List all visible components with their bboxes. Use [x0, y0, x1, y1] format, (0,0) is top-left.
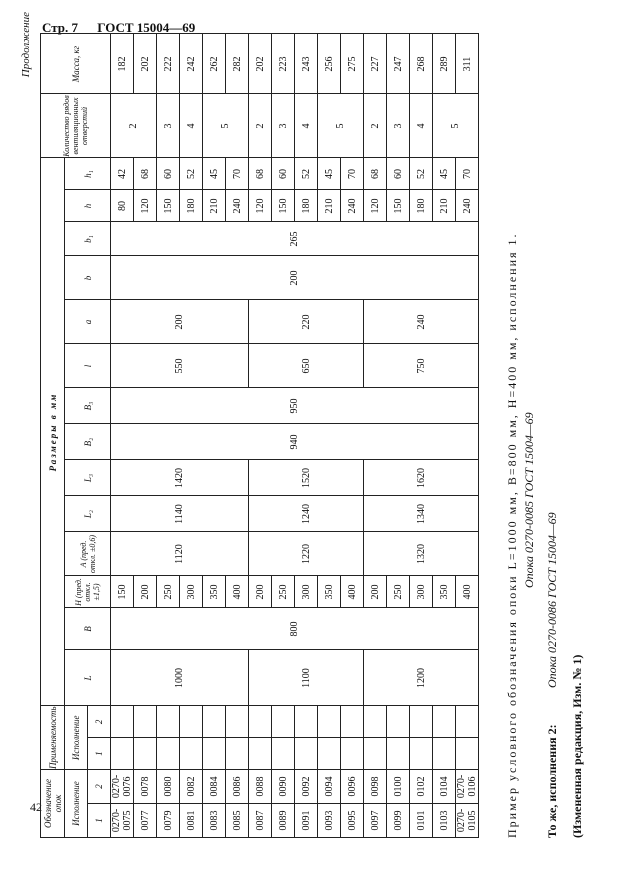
holes-header: Количество рядов вентиляционных отверстий — [41, 94, 111, 158]
value-h1: 52 — [410, 158, 433, 190]
value-mass: 289 — [433, 34, 456, 94]
designation-2: 0090 — [272, 770, 295, 804]
designation-1: 0093 — [318, 804, 341, 838]
value-A: 1120 — [111, 532, 249, 576]
dimensions-table — [40, 34, 479, 839]
applicability-2 — [295, 706, 318, 738]
value-h: 240 — [226, 190, 249, 222]
designation-2: 0098 — [364, 770, 387, 804]
designation-1: 0097 — [364, 804, 387, 838]
value-B2: 940 — [111, 424, 479, 460]
value-h1: 70 — [456, 158, 479, 190]
col-B3: B₃ — [65, 388, 111, 424]
value-holes: 4 — [295, 94, 318, 158]
value-mass: 256 — [318, 34, 341, 94]
value-h1: 68 — [364, 158, 387, 190]
value-holes: 2 — [111, 94, 157, 158]
standard-label: ГОСТ 15004—69 — [97, 20, 196, 35]
value-H: 300 — [295, 576, 318, 608]
applicability-2 — [387, 706, 410, 738]
value-h1: 60 — [272, 158, 295, 190]
applicability-1 — [157, 738, 180, 770]
value-mass: 202 — [134, 34, 157, 94]
value-a: 200 — [111, 300, 249, 344]
value-h: 80 — [111, 190, 134, 222]
rotated-page — [20, 12, 630, 838]
designation-1: 0089 — [272, 804, 295, 838]
value-h1: 60 — [157, 158, 180, 190]
applicability-1 — [410, 738, 433, 770]
designation-2: 0096 — [341, 770, 364, 804]
designation-2: 0094 — [318, 770, 341, 804]
example-note: Пример условного обозначения опоки L=1000 мм, B=800 мм, H=400 мм, исполнения 1. — [505, 232, 519, 838]
value-h: 180 — [180, 190, 203, 222]
designation-1: 0085 — [226, 804, 249, 838]
applicability-1 — [295, 738, 318, 770]
value-h: 180 — [295, 190, 318, 222]
value-mass: 202 — [249, 34, 272, 94]
applicability-2 — [433, 706, 456, 738]
value-h1: 45 — [203, 158, 226, 190]
applicability-2 — [157, 706, 180, 738]
designation-1: 0077 — [134, 804, 157, 838]
col-b1: b₁ — [65, 222, 111, 256]
value-H: 350 — [433, 576, 456, 608]
exec2-header: 2 — [88, 770, 111, 804]
designation-2: 0078 — [134, 770, 157, 804]
col-L2: L₂ — [65, 496, 111, 532]
value-H: 350 — [203, 576, 226, 608]
value-H: 200 — [134, 576, 157, 608]
designation-1: 0095 — [341, 804, 364, 838]
col-l: l — [65, 344, 111, 388]
value-h: 150 — [387, 190, 410, 222]
designation-2: 0102 — [410, 770, 433, 804]
applicability-1 — [180, 738, 203, 770]
value-holes: 2 — [249, 94, 272, 158]
col-H: H (пред. откл. ±1,5) — [65, 576, 111, 608]
designation-2: 0104 — [433, 770, 456, 804]
designation-1: 0083 — [203, 804, 226, 838]
value-h: 120 — [364, 190, 387, 222]
value-h1: 68 — [249, 158, 272, 190]
app-exec-header: Исполнение — [65, 706, 88, 770]
exec1-header: 1 — [88, 804, 111, 838]
value-mass: 282 — [226, 34, 249, 94]
value-holes: 3 — [157, 94, 180, 158]
value-h: 210 — [203, 190, 226, 222]
applicability-2 — [341, 706, 364, 738]
designation-1: 0091 — [295, 804, 318, 838]
applicability-1 — [364, 738, 387, 770]
value-H: 300 — [180, 576, 203, 608]
value-B3: 950 — [111, 388, 479, 424]
applicability-1 — [134, 738, 157, 770]
value-holes: 3 — [272, 94, 295, 158]
value-h: 240 — [341, 190, 364, 222]
value-mass: 311 — [456, 34, 479, 94]
value-mass: 262 — [203, 34, 226, 94]
applicability-2 — [203, 706, 226, 738]
value-h1: 45 — [433, 158, 456, 190]
value-L: 1200 — [364, 650, 479, 706]
designation-2: 0270-0106 — [456, 770, 479, 804]
designation-1: 0087 — [249, 804, 272, 838]
value-a: 240 — [364, 300, 479, 344]
mass-header: Масса, кг — [41, 34, 111, 94]
value-l: 650 — [249, 344, 364, 388]
value-holes: 4 — [180, 94, 203, 158]
value-h: 150 — [272, 190, 295, 222]
designation-1: 0270-0105 — [456, 804, 479, 838]
dims-caption: Размеры в мм — [41, 158, 65, 706]
value-L3: 1420 — [111, 460, 249, 496]
value-h1: 42 — [111, 158, 134, 190]
applicability-2 — [134, 706, 157, 738]
applicability-1 — [387, 738, 410, 770]
applicability-2 — [318, 706, 341, 738]
applicability-2 — [364, 706, 387, 738]
designation-1: 0101 — [410, 804, 433, 838]
value-l: 550 — [111, 344, 249, 388]
exec-header: Исполнение — [65, 770, 88, 838]
page-label: Стр. 7 — [42, 20, 78, 35]
value-mass: 247 — [387, 34, 410, 94]
value-h: 180 — [410, 190, 433, 222]
designation-1: 0270-0075 — [111, 804, 134, 838]
col-b: b — [65, 256, 111, 300]
value-H: 200 — [249, 576, 272, 608]
col-h1: h₁ — [65, 158, 111, 190]
applicability-2 — [249, 706, 272, 738]
value-holes: 2 — [364, 94, 387, 158]
value-A: 1320 — [364, 532, 479, 576]
value-H: 300 — [410, 576, 433, 608]
app1-header: 1 — [88, 738, 111, 770]
value-h: 210 — [433, 190, 456, 222]
designation-2: 0092 — [295, 770, 318, 804]
designation-1: 0081 — [180, 804, 203, 838]
designation-1: 0079 — [157, 804, 180, 838]
value-H: 250 — [157, 576, 180, 608]
value-b1: 265 — [111, 222, 479, 256]
app2-header: 2 — [88, 706, 111, 738]
applicability-1 — [203, 738, 226, 770]
edition-note: (Измененная редакция, Изм. № 1) — [570, 654, 584, 838]
value-b: 200 — [111, 256, 479, 300]
value-h1: 68 — [134, 158, 157, 190]
value-H: 400 — [226, 576, 249, 608]
page-number: 42 — [30, 800, 42, 814]
col-A: A (пред. откл. ±0,6) — [65, 532, 111, 576]
value-holes: 4 — [410, 94, 433, 158]
applicability-1 — [226, 738, 249, 770]
table-row — [111, 34, 134, 838]
value-h: 240 — [456, 190, 479, 222]
applicability-1 — [249, 738, 272, 770]
designation-1: 0099 — [387, 804, 410, 838]
value-holes: 5 — [203, 94, 249, 158]
value-mass: 275 — [341, 34, 364, 94]
value-h: 120 — [134, 190, 157, 222]
value-mass: 243 — [295, 34, 318, 94]
same2-designation: Опока 0270-0086 ГОСТ 15004—69 — [545, 512, 559, 688]
value-holes: 3 — [387, 94, 410, 158]
value-H: 250 — [387, 576, 410, 608]
col-h: h — [65, 190, 111, 222]
value-L2: 1140 — [111, 496, 249, 532]
col-a: a — [65, 300, 111, 344]
value-h1: 60 — [387, 158, 410, 190]
value-L3: 1620 — [364, 460, 479, 496]
col-B: B — [65, 608, 111, 650]
applicability-2 — [226, 706, 249, 738]
value-L: 1100 — [249, 650, 364, 706]
value-H: 250 — [272, 576, 295, 608]
value-h1: 70 — [226, 158, 249, 190]
value-mass: 242 — [180, 34, 203, 94]
designation-2: 0088 — [249, 770, 272, 804]
value-H: 150 — [111, 576, 134, 608]
col-L3: L₃ — [65, 460, 111, 496]
value-L2: 1340 — [364, 496, 479, 532]
applicability-1 — [111, 738, 134, 770]
value-l: 750 — [364, 344, 479, 388]
value-mass: 268 — [410, 34, 433, 94]
value-A: 1220 — [249, 532, 364, 576]
designation-2: 0080 — [157, 770, 180, 804]
designation-header: Обозначение опок — [41, 770, 65, 838]
value-h1: 45 — [318, 158, 341, 190]
value-h1: 70 — [341, 158, 364, 190]
applicability-1 — [341, 738, 364, 770]
applicability-2 — [180, 706, 203, 738]
value-holes: 5 — [433, 94, 479, 158]
applicability-1 — [433, 738, 456, 770]
designation-2: 0270-0076 — [111, 770, 134, 804]
designation-1: 0103 — [433, 804, 456, 838]
continuation-label: Продолжение — [20, 12, 32, 78]
value-L3: 1520 — [249, 460, 364, 496]
value-h: 120 — [249, 190, 272, 222]
col-L: L — [65, 650, 111, 706]
value-L2: 1240 — [249, 496, 364, 532]
value-mass: 223 — [272, 34, 295, 94]
applicability-2 — [272, 706, 295, 738]
applicability-1 — [272, 738, 295, 770]
value-holes: 5 — [318, 94, 364, 158]
applicability-1 — [318, 738, 341, 770]
applicability-header: Применяемость — [41, 706, 65, 770]
value-mass: 222 — [157, 34, 180, 94]
value-H: 350 — [318, 576, 341, 608]
applicability-1 — [456, 738, 479, 770]
designation-2: 0082 — [180, 770, 203, 804]
value-a: 220 — [249, 300, 364, 344]
designation-2: 0100 — [387, 770, 410, 804]
value-mass: 182 — [111, 34, 134, 94]
value-h: 150 — [157, 190, 180, 222]
value-L: 1000 — [111, 650, 249, 706]
example-designation: Опока 0270-0085 ГОСТ 15004—69 — [522, 412, 536, 588]
value-H: 400 — [341, 576, 364, 608]
applicability-2 — [456, 706, 479, 738]
value-H: 400 — [456, 576, 479, 608]
value-B: 800 — [111, 608, 479, 650]
col-B2: B₂ — [65, 424, 111, 460]
designation-2: 0086 — [226, 770, 249, 804]
value-H: 200 — [364, 576, 387, 608]
same2-note: То же, исполнения 2: — [545, 724, 559, 838]
designation-2: 0084 — [203, 770, 226, 804]
value-h: 210 — [318, 190, 341, 222]
value-h1: 52 — [180, 158, 203, 190]
applicability-2 — [410, 706, 433, 738]
value-h1: 52 — [295, 158, 318, 190]
value-mass: 227 — [364, 34, 387, 94]
applicability-2 — [111, 706, 134, 738]
